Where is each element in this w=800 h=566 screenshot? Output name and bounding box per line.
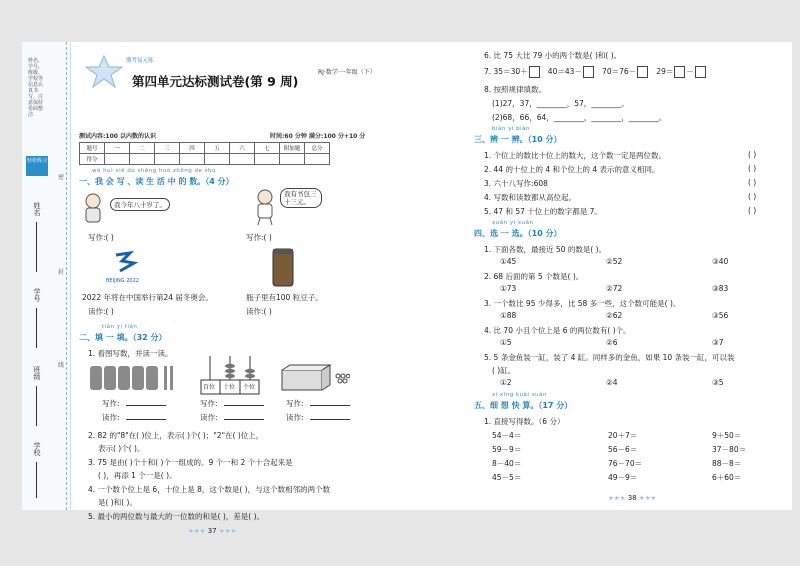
- id-label: 学号: [33, 288, 41, 302]
- strip-notes: 姓名、学号、班级、学校等信息认真书写，注意保持卷面整洁: [28, 58, 44, 118]
- sec2-q1: 1. 看图写数，并读一读。: [88, 349, 173, 358]
- child-image: [252, 188, 278, 230]
- olympics-logo-text: BEIJING 2022: [106, 278, 139, 284]
- calc-item[interactable]: 49－9＝: [608, 473, 638, 482]
- page-number-left: ★★★ 37 ★★★: [188, 527, 237, 535]
- school-line: [36, 462, 37, 498]
- judge-answer-1[interactable]: ( ): [748, 150, 757, 159]
- sec5-pinyin: xì xīng kuài suàn: [492, 392, 547, 398]
- judge-4: 4. 写数和读数都从高位起。: [484, 193, 577, 202]
- read-1[interactable]: 读作:: [102, 413, 120, 422]
- calc-item[interactable]: 56－6＝: [608, 445, 638, 454]
- write-left[interactable]: 写作:( ): [88, 233, 114, 242]
- score-cell[interactable]: [105, 154, 130, 165]
- choice-5-opt-2[interactable]: ②4: [606, 378, 618, 387]
- class-line: [36, 386, 37, 426]
- choice-2-opt-2[interactable]: ②72: [606, 284, 623, 293]
- score-head: 四: [180, 143, 205, 154]
- calc-item[interactable]: 37－80＝: [712, 445, 747, 454]
- choice-3-opt-2[interactable]: ②62: [606, 311, 623, 320]
- judge-2: 2. 44 的十位上的 4 和个位上的 4 表示的意义相同。: [484, 165, 660, 174]
- speech-bubble-left: 我今年八十岁了。: [110, 198, 170, 211]
- cut-mark-xian: 线: [58, 362, 65, 369]
- judge-1: 1. 个位上的数比十位上的数大，这个数一定是两位数。: [484, 151, 667, 160]
- abacus-image: [200, 352, 260, 400]
- choice-2: 2. 68 后面的第 5 个数是( )。: [484, 272, 584, 281]
- q7-box[interactable]: [583, 66, 594, 78]
- judge-answer-5[interactable]: ( ): [748, 206, 757, 215]
- score-head: 三: [155, 143, 180, 154]
- score-head: 五: [205, 143, 230, 154]
- choice-4-opt-1[interactable]: ①5: [500, 338, 512, 347]
- calc-item[interactable]: 76－70＝: [608, 459, 643, 468]
- q8-1: (1)27，37，________，57，________。: [492, 99, 629, 108]
- read-2-line[interactable]: [224, 419, 264, 420]
- beans-sentence: 瓶子里有100 粒豆子。: [246, 293, 323, 302]
- id-line: [36, 308, 37, 348]
- sec2-pinyin: tián yi tián: [102, 324, 138, 330]
- cut-line: [66, 42, 67, 510]
- score-cell[interactable]: [155, 154, 180, 165]
- score-cell[interactable]: [180, 154, 205, 165]
- choice-1-opt-2[interactable]: ②52: [606, 257, 623, 266]
- score-cell[interactable]: [280, 154, 305, 165]
- judge-answer-3[interactable]: ( ): [748, 178, 757, 187]
- read-3[interactable]: 读作:: [286, 413, 304, 422]
- cubes-image: [280, 364, 350, 396]
- calc-item[interactable]: 20＋7＝: [608, 431, 638, 440]
- score-head: 二: [130, 143, 155, 154]
- sec5-heading: 五、细 想 快 算。（17 分）: [474, 401, 573, 410]
- q7-item-1: 7. 35＝30＋: [484, 67, 528, 76]
- strip-tag: 轻松练习: [26, 156, 48, 176]
- calc-item[interactable]: 8－40＝: [492, 459, 522, 468]
- school-label: 学校: [33, 442, 41, 456]
- q8: 8. 按照规律填数。: [484, 85, 547, 94]
- choice-1: 1. 下面各数，最接近 50 的数是( )。: [484, 245, 607, 254]
- score-head: 总分: [305, 143, 330, 154]
- choice-5-opt-3[interactable]: ③5: [712, 378, 724, 387]
- choice-3: 3. 一个数比 95 少得多，比 58 多一些，这个数可能是( )。: [484, 299, 681, 308]
- name-label: 姓名: [33, 202, 41, 216]
- star-logo: [84, 54, 124, 92]
- choice-4-opt-3[interactable]: ③7: [712, 338, 724, 347]
- olympics-sentence: 2022 年将在中国举行第24 届冬奥会。: [82, 293, 213, 302]
- sec2-q3-line2: ( )，再添 1 个一是( )。: [98, 471, 177, 480]
- sec1-heading: 一、我 会 写 、读 生 活 中 的 数。（4 分）: [79, 177, 234, 186]
- name-line: [36, 222, 37, 272]
- read-1-line[interactable]: [126, 419, 166, 420]
- score-head: 六: [230, 143, 255, 154]
- score-table: [79, 142, 330, 165]
- write-3[interactable]: 写作:: [286, 399, 304, 408]
- score-cell[interactable]: [230, 154, 255, 165]
- calc-item[interactable]: 59－9＝: [492, 445, 522, 454]
- page-number-left-text: 37: [207, 527, 217, 535]
- choice-4: 4. 比 70 小且个位上是 6 的两位数有( )个。: [484, 326, 631, 335]
- exam-page: [22, 42, 792, 510]
- judge-answer-2[interactable]: ( ): [748, 164, 757, 173]
- sec2-q5-visible: 5. 最小的两位数与最大的一位数的和是( )，差是( )。: [88, 512, 265, 521]
- q7-box[interactable]: [674, 66, 685, 78]
- q8-2: (2)68，66，64，________，________，________。: [492, 113, 667, 122]
- calc-item[interactable]: 6＋60＝: [712, 473, 742, 482]
- choice-1-opt-1[interactable]: ①45: [500, 257, 517, 266]
- sec2-q4-line1: 4. 一个数个位上是 6，十位上是 8，这个数是( )，与这个数相邻的两个数: [88, 485, 331, 494]
- q7-item-2: 40＝43－: [547, 67, 582, 76]
- grandpa-image: [80, 192, 106, 228]
- bean-jar-image: [270, 246, 296, 292]
- page-title: 第四单元达标测试卷(第 9 周): [132, 74, 299, 89]
- q7-item-4: 29＝: [656, 67, 674, 76]
- binding-strip: [22, 42, 71, 510]
- choice-5-line2: ( )缸。: [492, 366, 516, 375]
- q7-box[interactable]: [529, 66, 540, 78]
- write-right[interactable]: 写作:( ): [246, 233, 272, 242]
- sec2-q3-line1: 3. 75 是由( )个十和( )个一组成的。9 个一和 2 个十合起来是: [88, 458, 293, 467]
- read-3-line[interactable]: [310, 419, 350, 420]
- judge-3: 3. 六十八写作:608: [484, 179, 548, 188]
- abacus-col-tens: 十位: [223, 384, 236, 391]
- q7-item-3: 70＝76－: [602, 67, 637, 76]
- score-head: 七: [255, 143, 280, 154]
- series-label: 期考易元练: [126, 58, 154, 64]
- judge-answer-4[interactable]: ( ): [748, 192, 757, 201]
- page-number-right: ★★★ 38 ★★★: [608, 494, 657, 502]
- sec3-heading: 三、辨 一 辨。（10 分）: [474, 135, 562, 144]
- choice-3-opt-1[interactable]: ①88: [500, 311, 517, 320]
- calc-item[interactable]: 45－5＝: [492, 473, 522, 482]
- calc-item[interactable]: 88－8＝: [712, 459, 742, 468]
- choice-2-opt-3[interactable]: ③83: [712, 284, 729, 293]
- choice-5-opt-1[interactable]: ①2: [500, 378, 512, 387]
- calc-title: 1. 直接写得数。（6 分）: [484, 417, 565, 426]
- write-1-line[interactable]: [126, 405, 166, 406]
- grade-meta: RJ·数学·一年级（下）: [318, 69, 376, 76]
- read-2[interactable]: 读作:: [200, 413, 218, 422]
- sec4-pinyin: xuǎn yi xuǎn: [492, 220, 534, 226]
- q7-box[interactable]: [695, 66, 706, 78]
- score-cell[interactable]: [305, 154, 330, 165]
- score-cell[interactable]: [130, 154, 155, 165]
- page-number-right-text: 38: [627, 494, 637, 502]
- choice-4-opt-2[interactable]: ②6: [606, 338, 618, 347]
- choice-2-opt-1[interactable]: ①73: [500, 284, 517, 293]
- score-row-label: 得分: [80, 154, 105, 165]
- sec2-q4-line2: 是( )和( )。: [98, 498, 137, 507]
- q7: 7. 35＝30＋ 40＝43－ 70＝76－ 29＝ －: [484, 66, 707, 78]
- sec1-pinyin: wǒ huì xiě dú shēng huó zhōng de shù: [92, 168, 216, 174]
- choice-1-opt-3[interactable]: ③40: [712, 257, 729, 266]
- q7-box[interactable]: [637, 66, 648, 78]
- calc-item[interactable]: 54－4＝: [492, 431, 522, 440]
- write-2[interactable]: 写作:: [200, 399, 218, 408]
- test-time: 时间:60 分钟 满分:100 分+10 分: [270, 133, 366, 140]
- cut-mark-mi: 密: [58, 174, 65, 181]
- calc-item[interactable]: 9＋50＝: [712, 431, 742, 440]
- q6: 6. 比 75 大比 79 小的两个数是( )和( )。: [484, 51, 622, 60]
- score-head: 附加题: [280, 143, 305, 154]
- speech-bubble-right: 我有书包三十三元。: [280, 188, 322, 208]
- sec3-pinyin: biàn yi biàn: [492, 126, 531, 132]
- sec2-q2-line1: 2. 82 的"8"在( )位上，表示( )个( )；"2"在( )位上，: [88, 431, 264, 440]
- test-scope: 测试内容:100 以内数的认识: [79, 133, 157, 140]
- abacus-col-hundreds: 百位: [203, 384, 216, 391]
- score-cell[interactable]: [255, 154, 280, 165]
- score-cell[interactable]: [205, 154, 230, 165]
- score-head: 一: [105, 143, 130, 154]
- sticks-bundles-image: [88, 362, 178, 396]
- choice-3-opt-3[interactable]: ③56: [712, 311, 729, 320]
- write-2-line[interactable]: [224, 405, 264, 406]
- write-1[interactable]: 写作:: [102, 399, 120, 408]
- write-3-line[interactable]: [310, 405, 350, 406]
- read-right[interactable]: 读作:( ): [246, 307, 272, 316]
- choice-5-line1: 5. 5 条金鱼装一缸，装了 4 缸。同样多的金鱼，如果 10 条装一缸，可以装: [484, 353, 735, 362]
- sec2-q2-line2: 表示( )个( )。: [98, 444, 145, 453]
- read-left[interactable]: 读作:( ): [88, 307, 114, 316]
- sec2-heading: 二、填 一 填。（32 分）: [79, 333, 167, 342]
- score-head: 题号: [80, 143, 105, 154]
- abacus-col-ones: 个位: [243, 384, 256, 391]
- class-label: 班级: [33, 366, 41, 380]
- cut-mark-feng: 封: [58, 269, 65, 276]
- sec4-heading: 四、选 一 选。（10 分）: [474, 229, 562, 238]
- judge-5: 5. 47 和 57 十位上的数字都是 7。: [484, 207, 602, 216]
